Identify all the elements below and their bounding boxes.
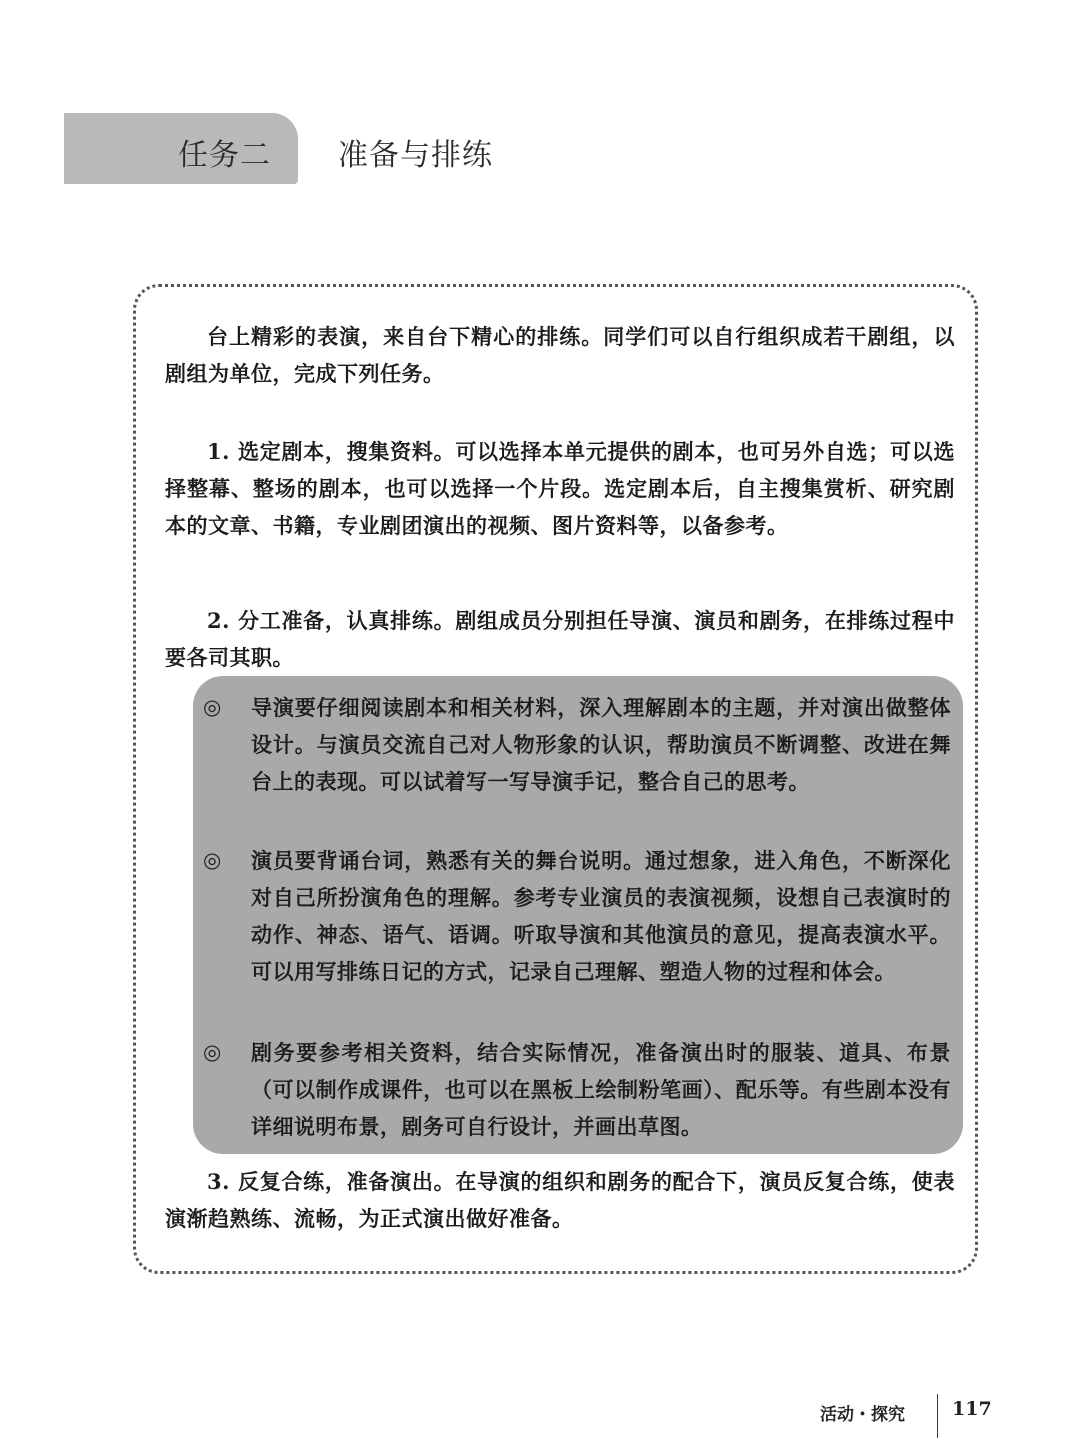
bullet-circle-icon: ◎ bbox=[203, 695, 222, 719]
role-text-director: 导演要仔细阅读剧本和相关材料，深入理解剧本的主题，并对演出做整体设计。与演员交流自己对人物形象的认识，帮助演员不断调整、改进在舞台上的表现。可以试着写一写导演手记，整合自己的思考。 bbox=[251, 695, 951, 794]
role-item-actor bbox=[199, 842, 951, 990]
task-label: 任务二 bbox=[178, 138, 271, 173]
page-number: 117 bbox=[952, 1398, 992, 1420]
step-1-paragraph: 1. 选定剧本，搜集资料。可以选择本单元提供的剧本，也可另外自选；可以选择整幕、整场的剧本，也可以选择一个片段。选定剧本后，自主搜集赏析、研究剧本的文章、书籍，专业剧团演出的视频、图片资料等，以备参考。 bbox=[165, 439, 955, 538]
task-title: 准备与排练 bbox=[338, 138, 493, 173]
role-item-stagehand bbox=[199, 1034, 951, 1145]
bullet-circle-icon: ◎ bbox=[203, 1040, 222, 1064]
role-text-stagehand: 剧务要参考相关资料，结合实际情况，准备演出时的服装、道具、布景（可以制作成课件，也可以在黑板上绘制粉笔画）、配乐等。有些剧本没有详细说明布景，剧务可自行设计，并画出草图。 bbox=[251, 1040, 951, 1139]
step-3-paragraph: 3. 反复合练，准备演出。在导演的组织和剧务的配合下，演员反复合练，使表演渐趋熟练、流畅，为正式演出做好准备。 bbox=[165, 1169, 955, 1231]
step-2-paragraph: 2. 分工准备，认真排练。剧组成员分别担任导演、演员和剧务，在排练过程中要各司其职。 bbox=[165, 608, 955, 670]
role-text-actor: 演员要背诵台词，熟悉有关的舞台说明。通过想象，进入角色，不断深化对自己所扮演角色的理解。参考专业演员的表演视频，设想自己表演时的动作、神态、语气、语调。听取导演和其他演员的意见，提高表演水平。可以用写排练日记的方式，记录自己理解、塑造人物的过程和体会。 bbox=[251, 848, 951, 984]
bullet-circle-icon: ◎ bbox=[203, 848, 222, 872]
intro-paragraph: 台上精彩的表演，来自台下精心的排练。同学们可以自行组织成若干剧组，以剧组为单位，完成下列任务。 bbox=[165, 324, 955, 386]
footer-section-label: 活动・探究 bbox=[820, 1405, 905, 1425]
footer-divider bbox=[937, 1394, 938, 1438]
role-item-director bbox=[199, 689, 951, 800]
